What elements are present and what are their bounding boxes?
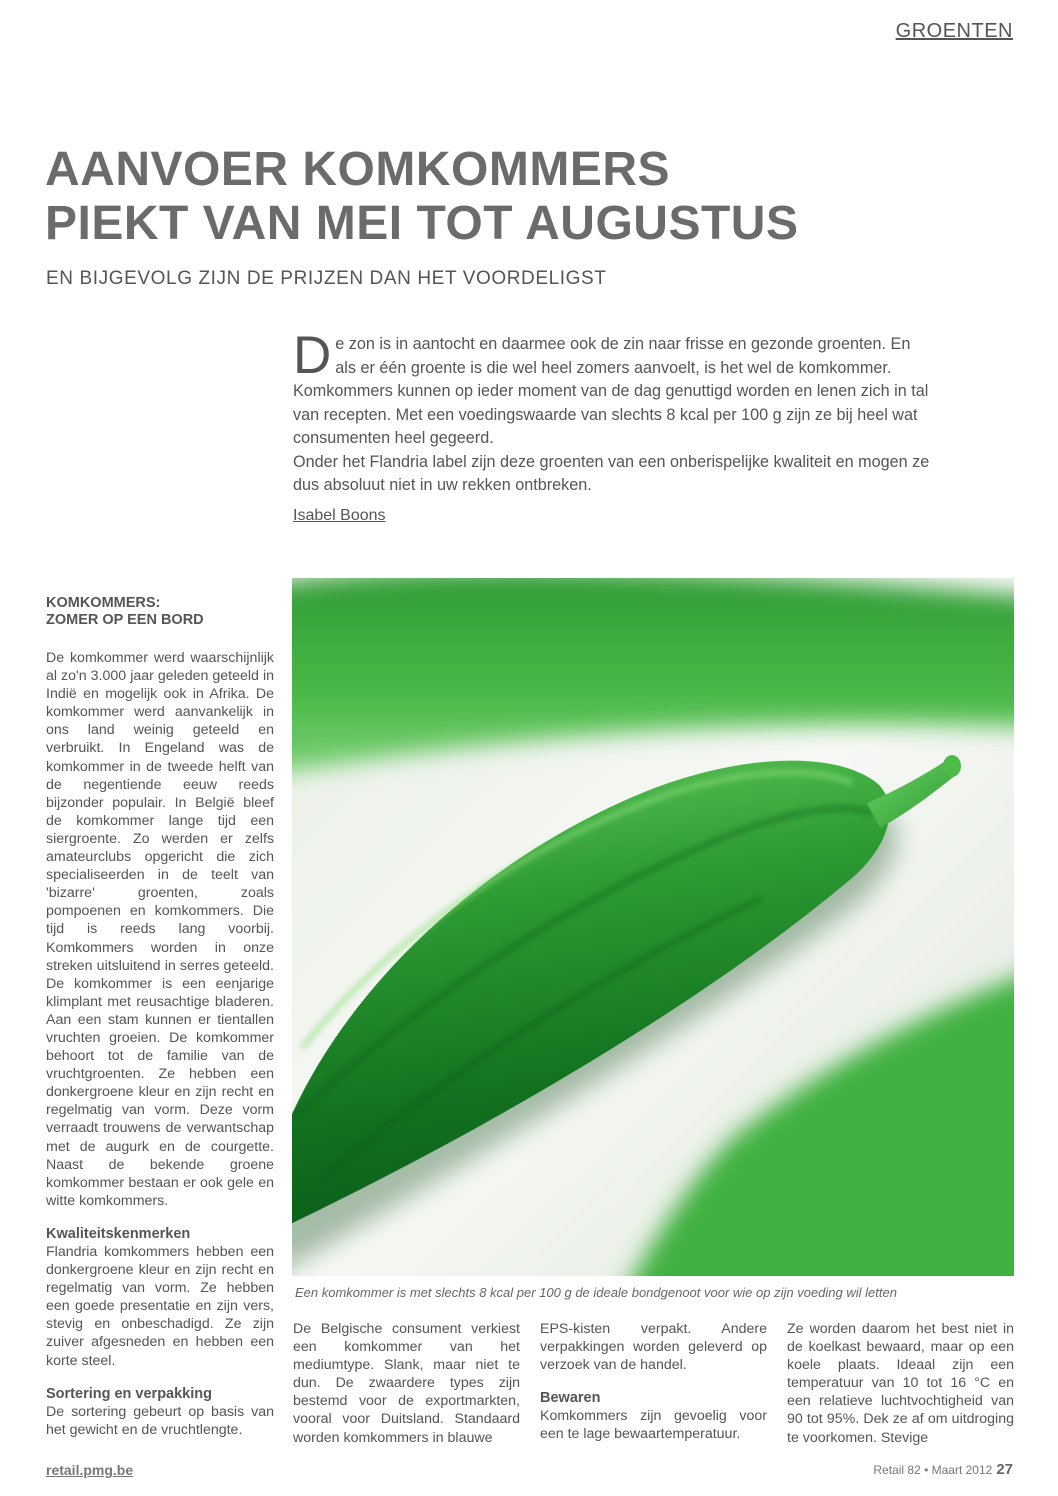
headline [45, 143, 798, 251]
col4-text: Ze worden daarom het best niet in de koelkast bewaard, maar op een koele plaats. Ideaal zijn een temperatuur van 10 tot 16 °C en een relatieve luchtvochtigheid van 90 tot 95%. Dek ze af om uitdroging te voorkomen. Stevige [787, 1321, 1014, 1446]
subheadline: EN BIJGEVOLG ZIJN DE PRIJZEN DAN HET VOORDELIGST [46, 268, 607, 289]
heading-quality: Kwaliteitskenmerken [46, 1225, 191, 1242]
col2-text: De Belgische consument verkiest een komkommer van het mediumtype. Slank, maar niet te dun. De zwaardere types zijn bestemd voor de exportmarkten, vooral voor Duitsland. Standaard worden komkommers in blauwe [293, 1321, 520, 1446]
sidebar-title-line-1: KOMKOMMERS: [46, 595, 161, 611]
headline-line-2: PIEKT VAN MEI TOT AUGUSTUS [45, 197, 799, 250]
page-number: 27 [996, 1461, 1013, 1478]
photo-caption: Een komkommer is met slechts 8 kcal per 100 g de ideale bondgenoot voor wie op zijn voeding wil letten [295, 1285, 897, 1300]
body-quality: Flandria komkommers hebben een donkergroene kleur en zijn recht en regelmatig van vorm. Ze hebben een goede presentatie en zijn vers, stevig en onbeschadigd. Ze zijn zuiver afgesneden en hebben een korte steel. [46, 1244, 274, 1369]
col3-text: EPS-kisten verpakt. Andere verpakkingen worden geleverd op verzoek van de handel. [540, 1321, 767, 1374]
sidebar-body: De komkommer werd waarschijnlijk al zo'n 3.000 jaar geleden geteeld in Indië en mogelijk ook in Afrika. De komkommer werd aanvankelijk in ons land weinig geteeld en verbruikt. In Engeland was de komkommer in de tweede helft van de negentiende eeuw reeds bijzonder populair. In België bleef de komkommer lange tijd een siergroente. Zo werden er zelfs amateurclubs opgericht die zich specialiseerden in de teelt van 'bizarre' groenten, zoals pompoenen en komkommers. Die tijd is reeds lang voorbij. Komkommers worden in onze streken uitsluitend in serres geteeld. De komkommer is een eenjarige klimplant met reusachtige bladeren. Aan een stam kunnen er tientallen vruchten groeien. De komkommer behoort tot de familie van de vruchtgroenten. Ze hebben een donkergroene kleur en zijn recht en regelmatig van vorm. Deze vorm verraadt trouwens de verwantschap met de augurk en de courgette. Naast de bekende groene komkommer bestaan er ook gele en witte komkommers. [46, 650, 274, 1209]
footer-issue [873, 1461, 1013, 1478]
body-column-3 [540, 1320, 767, 1446]
dropcap: D [293, 326, 332, 385]
heading-sorting: Sortering en verpakking [46, 1385, 212, 1402]
footer-website-link[interactable]: retail.pmg.be [46, 1462, 134, 1478]
headline-line-1: AANVOER KOMKOMMERS [45, 143, 671, 196]
body-column-2 [293, 1320, 520, 1446]
body-column-4 [787, 1320, 1014, 1446]
col3-text-2: Komkommers zijn gevoelig voor een te lage bewaartemperatuur. [540, 1408, 767, 1443]
intro-paragraph-1 [293, 326, 933, 451]
cucumber-photo [292, 578, 1014, 1276]
intro [293, 326, 933, 498]
intro-paragraph-2: Onder het Flandria label zijn deze groenten van een onberispelijke kwaliteit en mogen ze dus absoluut niet in uw rekken ontbreken. [293, 452, 930, 494]
sidebar-title-line-2: ZOMER OP EEN BORD [46, 612, 204, 628]
intro-text-1: e zon is in aantocht en daarmee ook de zin naar frisse en gezonde groenten. En als er één groente is die wel heel zomers aanvoelt, is het wel de komkommer. Komkommers kunnen op ieder moment van de dag genuttigd worden en lenen zich in tal van recepten. Met een voedingswaarde van slechts 8 kcal per 100 g zijn ze bij heel wat consumenten heel gegeerd. [293, 335, 929, 447]
section-label: GROENTEN [895, 20, 1013, 42]
author-byline: Isabel Boons [293, 507, 386, 524]
sidebar-title [46, 595, 274, 629]
footer-issue-text: Retail 82 • Maart 2012 [873, 1463, 993, 1477]
heading-storage: Bewaren [540, 1390, 601, 1407]
body-sorting: De sortering gebeurt op basis van het gewicht en de vruchtlengte. [46, 1403, 274, 1438]
sidebar-column [46, 595, 274, 1448]
